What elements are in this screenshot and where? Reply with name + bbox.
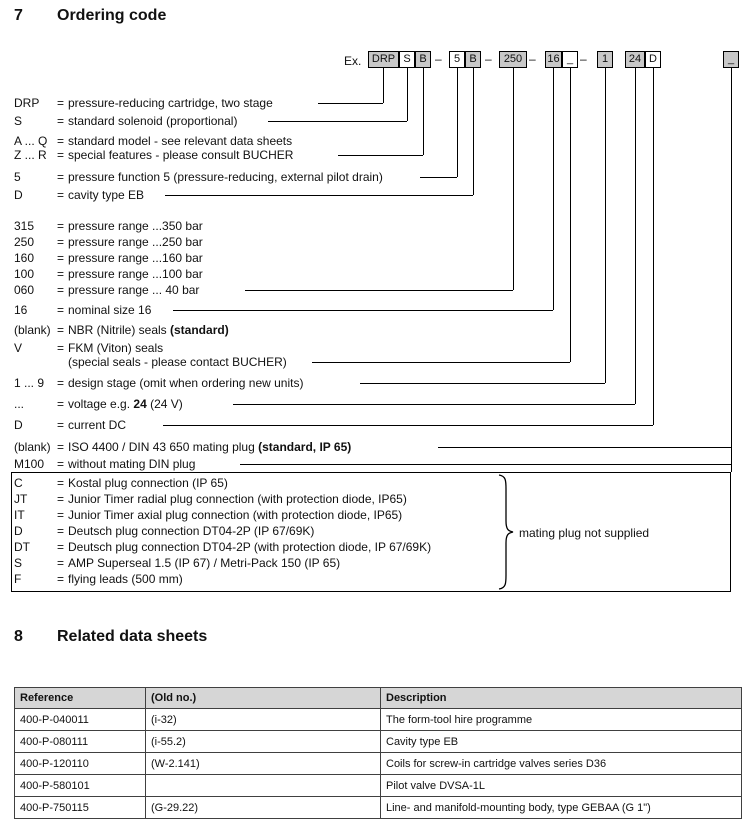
ordering-description: pressure range ...250 bar (68, 235, 203, 249)
ordering-code-label: 060 (14, 283, 35, 297)
equals-sign: = (57, 188, 65, 202)
ordering-description: design stage (omit when ordering new units) (68, 376, 304, 390)
ordering-description: special features - please consult BUCHER (68, 148, 294, 162)
separator-dash: – (485, 52, 492, 66)
leader-line-horizontal (318, 103, 383, 104)
ordering-code-label: DRP (14, 96, 40, 110)
ordering-description: ISO 4400 / DIN 43 650 mating plug (standard, IP 65) (68, 440, 352, 454)
equals-sign: = (57, 397, 65, 411)
section-8-title: Related data sheets (57, 628, 208, 645)
equals-sign: = (57, 303, 65, 317)
equals-sign: = (57, 283, 65, 297)
table-cell (146, 775, 381, 797)
equals-sign: = (57, 235, 65, 249)
equals-sign: = (57, 556, 65, 570)
ordering-description: pressure range ...350 bar (68, 219, 203, 233)
section-8-number: 8 (14, 628, 23, 645)
ordering-code-label: IT (14, 508, 25, 522)
leader-line-horizontal (360, 383, 605, 384)
table-cell: (i-32) (146, 709, 381, 731)
table-cell: Cavity type EB (381, 731, 742, 753)
table-row (15, 775, 742, 797)
leader-line-vertical (570, 68, 571, 362)
code-box-6: 16 (545, 51, 562, 68)
ordering-code-label: M100 (14, 457, 45, 471)
leader-line-horizontal (240, 464, 731, 465)
ordering-code-label: JT (14, 492, 28, 506)
ordering-description: (special seals - please contact BUCHER) (68, 355, 287, 369)
leader-line-vertical (605, 68, 606, 383)
ordering-code-label: DT (14, 540, 30, 554)
table-cell: 400-P-120110 (15, 753, 146, 775)
table-row (15, 753, 742, 775)
ordering-code-label: (blank) (14, 323, 51, 337)
ordering-code-label: 16 (14, 303, 28, 317)
ordering-code-label: 160 (14, 251, 35, 265)
code-box-2: B (415, 51, 431, 68)
ordering-code-label: 250 (14, 235, 35, 249)
ordering-code-label: 5 (14, 170, 21, 184)
equals-sign: = (57, 96, 65, 110)
leader-line-horizontal (420, 177, 457, 178)
equals-sign: = (57, 492, 65, 506)
equals-sign: = (57, 376, 65, 390)
column-header: Description (381, 688, 742, 709)
column-header: (Old no.) (146, 688, 381, 709)
ordering-description: standard solenoid (proportional) (68, 114, 238, 128)
ordering-description: nominal size 16 (68, 303, 152, 317)
ordering-code-label: D (14, 524, 23, 538)
ordering-description: standard model - see relevant data sheets (68, 134, 293, 148)
table-cell: Line- and manifold-mounting body, type GEBAA (G 1") (381, 797, 742, 819)
ordering-code-label: V (14, 341, 23, 355)
code-box-3: 5 (449, 51, 465, 68)
leader-line-vertical (407, 68, 408, 121)
code-box-4: B (465, 51, 481, 68)
table-row (15, 709, 742, 731)
example-label: Ex. (344, 54, 362, 68)
section-7-title: Ordering code (57, 7, 167, 24)
equals-sign: = (57, 134, 65, 148)
equals-sign: = (57, 251, 65, 265)
column-header: Reference (15, 688, 146, 709)
table-cell: 400-P-580101 (15, 775, 146, 797)
separator-dash: – (580, 52, 587, 66)
table-cell: 400-P-750115 (15, 797, 146, 819)
equals-sign: = (57, 114, 65, 128)
separator-dash: – (529, 52, 536, 66)
table-cell: 400-P-040011 (15, 709, 146, 731)
ordering-description: Kostal plug connection (IP 65) (68, 476, 228, 490)
equals-sign: = (57, 341, 65, 355)
ordering-description: current DC (68, 418, 127, 432)
leader-line-horizontal (312, 362, 570, 363)
ordering-description: pressure function 5 (pressure-reducing, external pilot drain) (68, 170, 383, 184)
table-cell: Coils for screw-in cartridge valves series D36 (381, 753, 742, 775)
leader-line-vertical (473, 68, 474, 195)
ordering-description: Deutsch plug connection DT04-2P (with protection diode, IP 67/69K) (68, 540, 432, 554)
ordering-code-label: S (14, 556, 23, 570)
ordering-code-label: (blank) (14, 440, 51, 454)
equals-sign: = (57, 418, 65, 432)
table-cell: (G-29.22) (146, 797, 381, 819)
code-box-7: _ (562, 51, 578, 68)
leader-line-vertical (635, 68, 636, 404)
leader-line-vertical (553, 68, 554, 310)
leader-line-horizontal (165, 195, 473, 196)
ordering-code-label: D (14, 188, 23, 202)
equals-sign: = (57, 440, 65, 454)
equals-sign: = (57, 540, 65, 554)
table-cell: (W-2.141) (146, 753, 381, 775)
related-data-sheets-table (14, 687, 742, 819)
ordering-description: Junior Timer axial plug connection (with protection diode, IP65) (68, 508, 403, 522)
ordering-description: AMP Superseal 1.5 (IP 67) / Metri-Pack 150 (IP 65) (68, 556, 341, 570)
ordering-description: pressure-reducing cartridge, two stage (68, 96, 273, 110)
equals-sign: = (57, 267, 65, 281)
table-cell: 400-P-080111 (15, 731, 146, 753)
ordering-code-label: A ... Q (14, 134, 48, 148)
ordering-description: pressure range ... 40 bar (68, 283, 200, 297)
equals-sign: = (57, 170, 65, 184)
equals-sign: = (57, 508, 65, 522)
code-box-9: 24 (625, 51, 645, 68)
code-box-1: S (399, 51, 415, 68)
ordering-code-label: C (14, 476, 23, 490)
equals-sign: = (57, 572, 65, 586)
leader-line-horizontal (338, 155, 423, 156)
equals-sign: = (57, 457, 65, 471)
group-brace (497, 473, 514, 591)
leader-line-vertical (423, 68, 424, 155)
table-cell: The form-tool hire programme (381, 709, 742, 731)
leader-line-horizontal (233, 404, 635, 405)
ordering-description: FKM (Viton) seals (68, 341, 164, 355)
table-header (15, 688, 742, 709)
code-box-5: 250 (499, 51, 527, 68)
ordering-description: NBR (Nitrile) seals (standard) (68, 323, 229, 337)
ordering-description: cavity type EB (68, 188, 145, 202)
ordering-description: flying leads (500 mm) (68, 572, 183, 586)
code-box-8: 1 (597, 51, 613, 68)
ordering-code-label: ... (14, 397, 25, 411)
table-cell: Pilot valve DVSA-1L (381, 775, 742, 797)
ordering-code-label: 315 (14, 219, 35, 233)
leader-line-vertical (513, 68, 514, 290)
ordering-description: without mating DIN plug (68, 457, 196, 471)
leader-line-vertical (457, 68, 458, 177)
leader-line-horizontal (268, 121, 407, 122)
ordering-code-label: S (14, 114, 23, 128)
ordering-description: voltage e.g. 24 (24 V) (68, 397, 183, 411)
ordering-code-label: D (14, 418, 23, 432)
ordering-description: pressure range ...160 bar (68, 251, 203, 265)
ordering-code-label: 100 (14, 267, 35, 281)
leader-line-vertical (731, 68, 732, 472)
code-box-11: _ (723, 51, 739, 68)
ordering-code-label: Z ... R (14, 148, 47, 162)
equals-sign: = (57, 323, 65, 337)
separator-dash: – (435, 52, 442, 66)
leader-line-horizontal (438, 447, 731, 448)
table-row (15, 731, 742, 753)
equals-sign: = (57, 219, 65, 233)
leader-line-horizontal (163, 425, 653, 426)
leader-line-vertical (653, 68, 654, 425)
leader-line-horizontal (173, 310, 553, 311)
table-cell: (i-55.2) (146, 731, 381, 753)
leader-line-horizontal (245, 290, 513, 291)
ordering-code-label: F (14, 572, 22, 586)
ordering-code-label: 1 ... 9 (14, 376, 45, 390)
group-label: mating plug not supplied (519, 526, 650, 540)
ordering-description: Junior Timer radial plug connection (with protection diode, IP65) (68, 492, 407, 506)
ordering-description: Deutsch plug connection DT04-2P (IP 67/69K) (68, 524, 315, 538)
leader-line-vertical (383, 68, 384, 103)
equals-sign: = (57, 524, 65, 538)
equals-sign: = (57, 148, 65, 162)
section-7-number: 7 (14, 7, 23, 24)
ordering-description: pressure range ...100 bar (68, 267, 203, 281)
code-box-10: D (645, 51, 661, 68)
equals-sign: = (57, 476, 65, 490)
code-box-0: DRP (368, 51, 399, 68)
table-row (15, 797, 742, 819)
